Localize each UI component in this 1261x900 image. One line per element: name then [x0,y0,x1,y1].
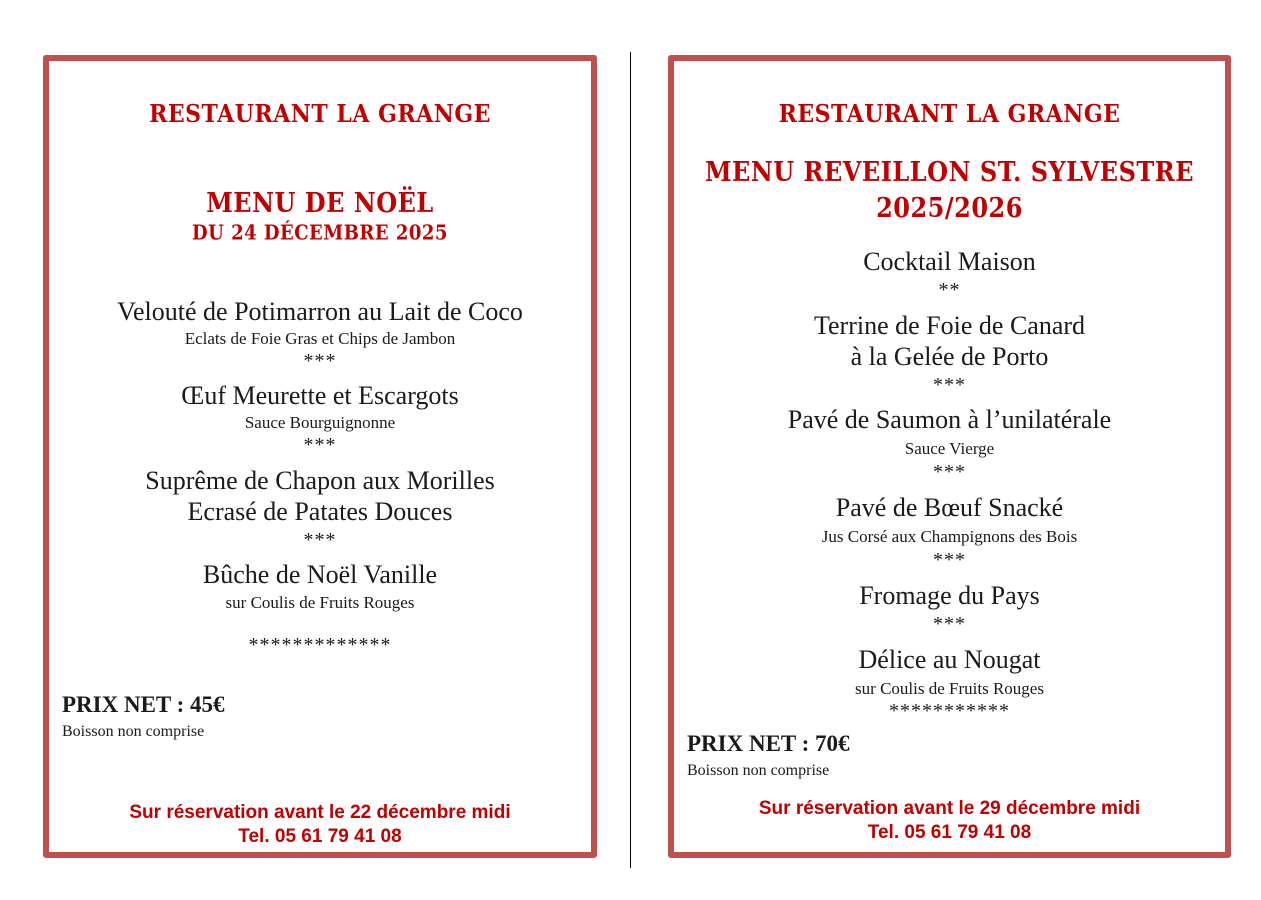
course-4-detail: sur Coulis de Fruits Rouges [225,593,415,612]
course-3-dish: Pavé de Saumon à l’unilatérale [787,405,1112,434]
menu-title: MENU REVEILLON ST. SYLVESTRE [704,155,1195,188]
course-5-dish: Fromage du Pays [859,581,1040,610]
course-separator: ** [938,279,961,301]
course-2-dish: Terrine de Foie de Canard [813,311,1086,340]
course-separator: *** [303,529,337,551]
course-6-dish: Délice au Nougat [858,645,1041,674]
course-2-dish: Œuf Meurette et Escargots [181,381,459,410]
menu-title: MENU DE NOËL [206,186,434,219]
course-separator: *** [303,434,337,456]
menu-year: 2025/2026 [876,191,1023,224]
price-note: Boisson non comprise [62,723,205,740]
course-separator: *** [933,374,966,396]
price: PRIX NET : 70€ [687,731,850,756]
restaurant-name: RESTAURANT LA GRANGE [778,99,1121,129]
reveillon-menu-card [668,55,1231,858]
end-stars: *********** [889,700,1010,722]
reservation-note: Sur réservation avant le 22 décembre midi [129,802,511,823]
price: PRIX NET : 45€ [62,692,225,717]
course-2-side: à la Gelée de Porto [850,342,1049,371]
course-4-dish: Pavé de Bœuf Snacké [835,493,1064,522]
course-separator: *** [933,461,966,483]
reservation-note: Sur réservation avant le 29 décembre midi [758,798,1141,819]
course-1-detail: Eclats de Foie Gras et Chips de Jambon [184,329,456,348]
course-separator: *** [933,549,966,571]
price-note: Boisson non comprise [687,762,830,779]
course-1-dish: Velouté de Potimarron au Lait de Coco [117,297,523,326]
course-4-dish: Bûche de Noël Vanille [202,560,438,589]
phone-number: Tel. 05 61 79 41 08 [238,826,402,847]
phone-number: Tel. 05 61 79 41 08 [867,822,1032,843]
course-1-dish: Cocktail Maison [863,247,1036,276]
course-2-detail: Sauce Bourguignonne [244,413,396,432]
course-4-detail: Jus Corsé aux Champignons des Bois [821,527,1078,546]
course-3-detail: Sauce Vierge [904,439,995,458]
noel-menu-card [43,55,597,858]
restaurant-name: RESTAURANT LA GRANGE [149,99,491,129]
end-stars: ************* [248,634,392,656]
menu-date: DU 24 DÉCEMBRE 2025 [192,221,448,246]
course-separator: *** [933,613,966,635]
course-3-side: Ecrasé de Patates Douces [187,497,453,526]
course-3-dish: Suprême de Chapon aux Morilles [145,466,495,495]
course-separator: *** [303,350,337,372]
page-divider [630,52,631,868]
course-6-detail: sur Coulis de Fruits Rouges [855,679,1044,698]
